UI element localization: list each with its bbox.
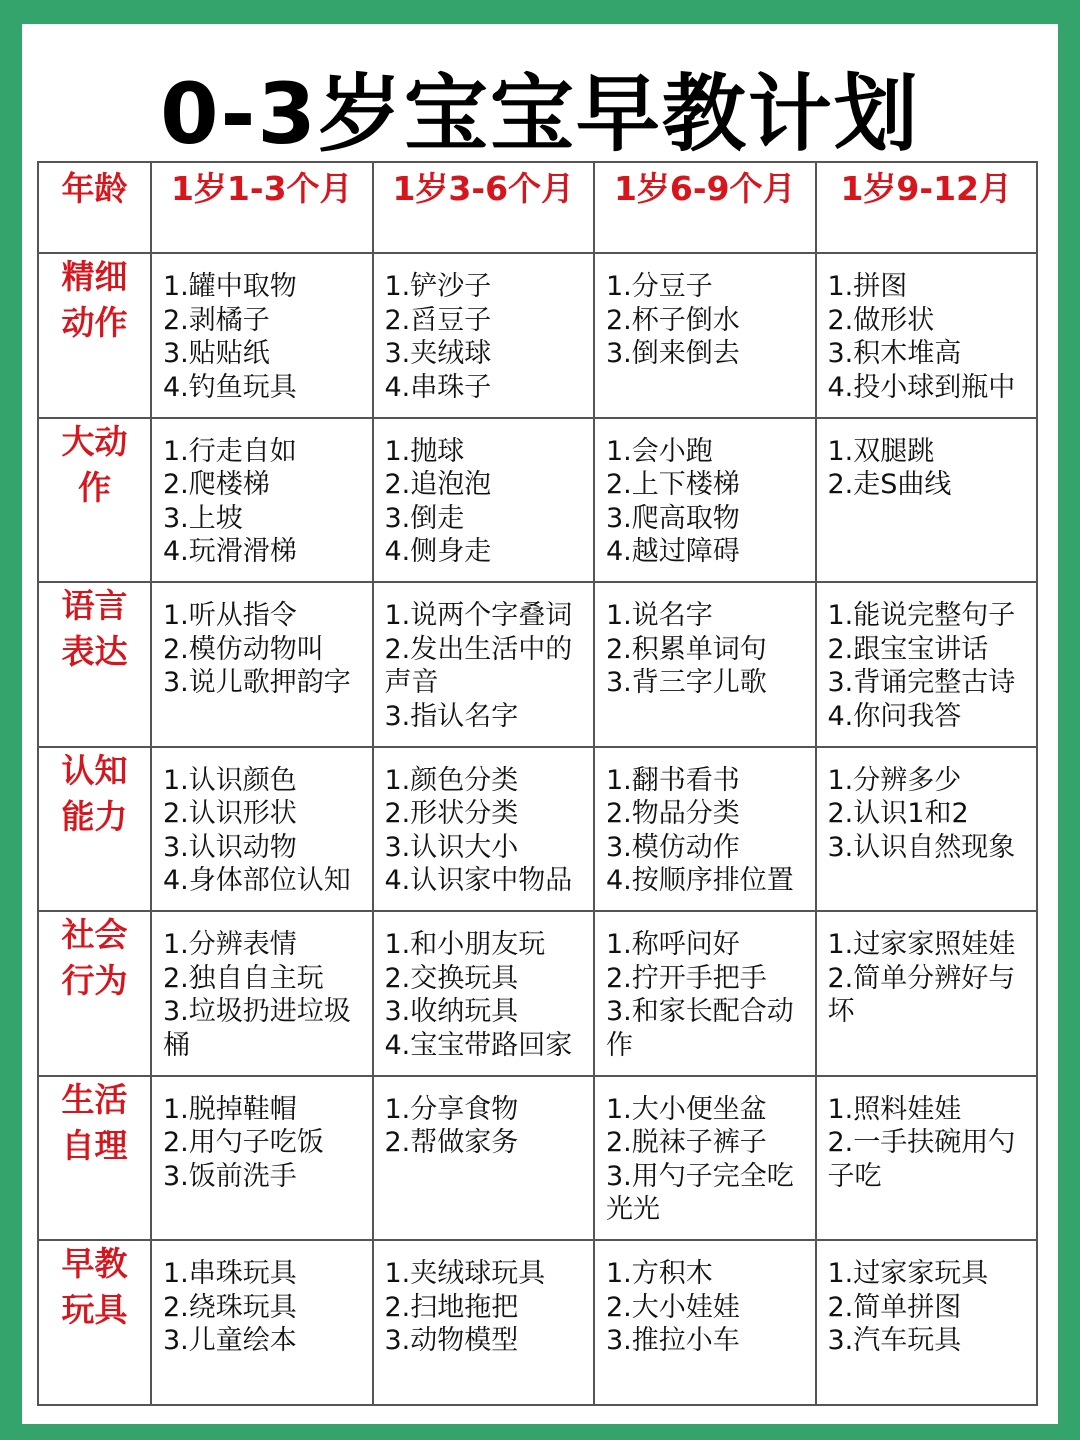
- activity-item: 2.简单分辨好与坏: [827, 962, 1016, 1027]
- activity-cell: [373, 911, 595, 1076]
- activity-item: 3.儿童绘本: [163, 1325, 297, 1356]
- activity-item: 2.剥橘子: [163, 304, 270, 336]
- activity-cell: [151, 911, 373, 1076]
- activity-item: 3.指认名字: [384, 700, 519, 732]
- activity-item: 4.宝宝带路回家: [384, 1029, 573, 1061]
- table-row: [38, 1240, 1037, 1405]
- activity-item: 4.按顺序排位置: [606, 865, 794, 896]
- activity-item: 3.说儿歌押韵字: [163, 667, 351, 698]
- activity-item: 2.发出生活中的声音: [384, 633, 573, 698]
- activity-cell: [151, 418, 373, 583]
- table-row: [38, 747, 1037, 912]
- table-row: [38, 582, 1037, 747]
- category-label: [38, 747, 151, 912]
- activity-cell: [594, 747, 816, 912]
- activity-item: 2.舀豆子: [384, 304, 492, 336]
- activity-item: 4.钓鱼玩具: [163, 371, 297, 403]
- activity-item: 3.模仿动作: [606, 831, 740, 863]
- activity-item: 1.抛球: [384, 435, 465, 467]
- activity-item: 3.用勺子完全吃光光: [606, 1160, 794, 1225]
- activity-item: 4.串珠子: [384, 371, 492, 403]
- activity-item: 1.听从指令: [163, 600, 297, 631]
- activity-cell: [373, 582, 595, 747]
- category-text: 大动作: [61, 421, 128, 507]
- column-header: 1岁9-12月: [816, 162, 1038, 253]
- activity-item: 1.分辨多少: [827, 764, 962, 796]
- activity-cell: [594, 1076, 816, 1241]
- activity-item: 4.身体部位认知: [163, 865, 351, 896]
- activity-item: 3.背三字儿歌: [606, 667, 767, 698]
- plan-table: [37, 161, 1038, 1406]
- activity-item: 3.背诵完整古诗: [827, 667, 1016, 698]
- activity-item: 1.和小朋友玩: [384, 929, 546, 960]
- activity-item: 3.上坡: [163, 502, 243, 534]
- activity-item: 1.夹绒球玩具: [384, 1258, 546, 1289]
- activity-item: 1.能说完整句子: [827, 600, 1016, 631]
- activity-item: 3.积木堆高: [827, 338, 962, 369]
- column-header: 1岁1-3个月: [151, 162, 373, 253]
- header-row: [38, 162, 1037, 253]
- category-text: 认知能力: [61, 750, 128, 836]
- category-label: [38, 253, 151, 418]
- table-row: [38, 1076, 1037, 1241]
- activity-item: 3.饭前洗手: [163, 1160, 297, 1192]
- activity-item: 3.垃圾扔进垃圾桶: [163, 996, 351, 1061]
- activity-cell: [373, 1076, 595, 1241]
- activity-item: 4.认识家中物品: [384, 865, 573, 896]
- activity-cell: [816, 1076, 1038, 1241]
- activity-item: 2.跟宝宝讲话: [827, 633, 989, 665]
- activity-item: 2.独自自主玩: [163, 962, 324, 994]
- activity-item: 2.脱袜子裤子: [606, 1127, 767, 1158]
- activity-item: 3.认识自然现象: [827, 831, 1016, 863]
- activity-item: 2.走S曲线: [827, 469, 952, 500]
- activity-item: 1.过家家玩具: [827, 1258, 989, 1289]
- activity-cell: [373, 418, 595, 583]
- activity-item: 3.夹绒球: [384, 338, 492, 369]
- activity-item: 1.脱掉鞋帽: [163, 1093, 297, 1125]
- activity-item: 1.过家家照娃娃: [827, 929, 1016, 960]
- activity-item: 2.交换玩具: [384, 962, 519, 994]
- activity-item: 2.做形状: [827, 304, 935, 336]
- activity-item: 2.上下楼梯: [606, 469, 740, 500]
- category-label: [38, 1076, 151, 1241]
- activity-item: 3.汽车玩具: [827, 1325, 962, 1356]
- activity-item: 1.铲沙子: [384, 271, 492, 302]
- activity-item: 2.帮做家务: [384, 1127, 519, 1158]
- activity-item: 3.动物模型: [384, 1325, 519, 1356]
- activity-item: 3.倒走: [384, 502, 465, 534]
- activity-item: 3.认识动物: [163, 831, 297, 863]
- category-label: [38, 1240, 151, 1405]
- activity-item: 2.模仿动物叫: [163, 633, 324, 665]
- table-row: [38, 253, 1037, 418]
- activity-cell: [594, 253, 816, 418]
- activity-item: 1.串珠玩具: [163, 1258, 297, 1289]
- activity-item: 4.投小球到瓶中: [827, 371, 1016, 403]
- activity-item: 2.绕珠玩具: [163, 1291, 297, 1323]
- activity-item: 1.方积木: [606, 1258, 713, 1289]
- activity-cell: [373, 1240, 595, 1405]
- activity-item: 1.罐中取物: [163, 271, 297, 302]
- column-header: 1岁6-9个月: [594, 162, 816, 253]
- column-header: 1岁3-6个月: [373, 162, 595, 253]
- activity-cell: [151, 1240, 373, 1405]
- activity-item: 2.简单拼图: [827, 1291, 962, 1323]
- activity-cell: [594, 911, 816, 1076]
- category-label: [38, 911, 151, 1076]
- page-title: 0-3岁宝宝早教计划: [160, 65, 920, 163]
- activity-cell: [816, 582, 1038, 747]
- activity-item: 3.认识大小: [384, 831, 519, 863]
- activity-cell: [594, 418, 816, 583]
- category-text: 社会行为: [61, 915, 128, 1000]
- activity-item: 2.大小娃娃: [606, 1291, 740, 1323]
- activity-item: 1.颜色分类: [384, 764, 519, 796]
- activity-item: 1.翻书看书: [606, 764, 740, 796]
- activity-item: 3.倒来倒去: [606, 338, 740, 369]
- activity-item: 1.称呼问好: [606, 929, 740, 960]
- activity-item: 1.说名字: [606, 600, 713, 631]
- activity-item: 3.收纳玩具: [384, 996, 519, 1027]
- category-text: 精细动作: [61, 257, 128, 342]
- activity-cell: [816, 253, 1038, 418]
- activity-item: 1.大小便坐盆: [606, 1093, 767, 1125]
- table-row: [38, 418, 1037, 583]
- activity-cell: [816, 911, 1038, 1076]
- activity-item: 3.和家长配合动作: [606, 996, 794, 1061]
- activity-cell: [594, 1240, 816, 1405]
- activity-item: 4.越过障碍: [606, 536, 740, 567]
- activity-item: 4.你问我答: [827, 700, 962, 732]
- activity-item: 2.形状分类: [384, 798, 519, 829]
- activity-cell: [151, 582, 373, 747]
- activity-item: 2.用勺子吃饭: [163, 1127, 324, 1158]
- activity-item: 1.分享食物: [384, 1093, 519, 1125]
- activity-item: 1.认识颜色: [163, 764, 297, 796]
- activity-item: 1.说两个字叠词: [384, 600, 573, 631]
- activity-cell: [373, 253, 595, 418]
- activity-cell: [373, 747, 595, 912]
- activity-item: 2.拧开手把手: [606, 962, 767, 994]
- activity-item: 2.杯子倒水: [606, 304, 740, 336]
- category-text: 生活自理: [61, 1079, 128, 1165]
- activity-item: 2.一手扶碗用勺子吃: [827, 1127, 1016, 1192]
- activity-item: 1.分辨表情: [163, 929, 297, 960]
- activity-item: 1.会小跑: [606, 435, 713, 467]
- category-label: [38, 582, 151, 747]
- activity-cell: [151, 747, 373, 912]
- table-row: [38, 911, 1037, 1076]
- activity-item: 2.物品分类: [606, 798, 740, 829]
- category-label: [38, 418, 151, 583]
- age-header: 年龄: [38, 162, 151, 253]
- activity-cell: [816, 747, 1038, 912]
- activity-item: 4.玩滑滑梯: [163, 536, 297, 567]
- activity-cell: [151, 1076, 373, 1241]
- activity-item: 1.拼图: [827, 271, 908, 302]
- activity-item: 3.推拉小车: [606, 1325, 740, 1356]
- activity-item: 2.爬楼梯: [163, 469, 270, 500]
- poster-sheet: [22, 24, 1058, 1424]
- activity-item: 1.行走自如: [163, 435, 297, 467]
- activity-item: 2.追泡泡: [384, 469, 492, 500]
- activity-item: 1.分豆子: [606, 271, 713, 302]
- activity-cell: [816, 418, 1038, 583]
- category-text: 早教玩具: [61, 1244, 128, 1329]
- activity-item: 2.认识形状: [163, 798, 297, 829]
- activity-cell: [151, 253, 373, 418]
- activity-item: 3.爬高取物: [606, 502, 740, 534]
- activity-item: 1.双腿跳: [827, 435, 935, 467]
- activity-item: 2.认识1和2: [827, 798, 969, 829]
- activity-item: 2.扫地拖把: [384, 1291, 519, 1323]
- activity-cell: [594, 582, 816, 747]
- activity-item: 4.侧身走: [384, 536, 492, 567]
- activity-item: 2.积累单词句: [606, 633, 767, 665]
- activity-item: 1.照料娃娃: [827, 1093, 962, 1125]
- category-text: 语言表达: [61, 586, 128, 671]
- activity-cell: [816, 1240, 1038, 1405]
- activity-item: 3.贴贴纸: [163, 338, 270, 369]
